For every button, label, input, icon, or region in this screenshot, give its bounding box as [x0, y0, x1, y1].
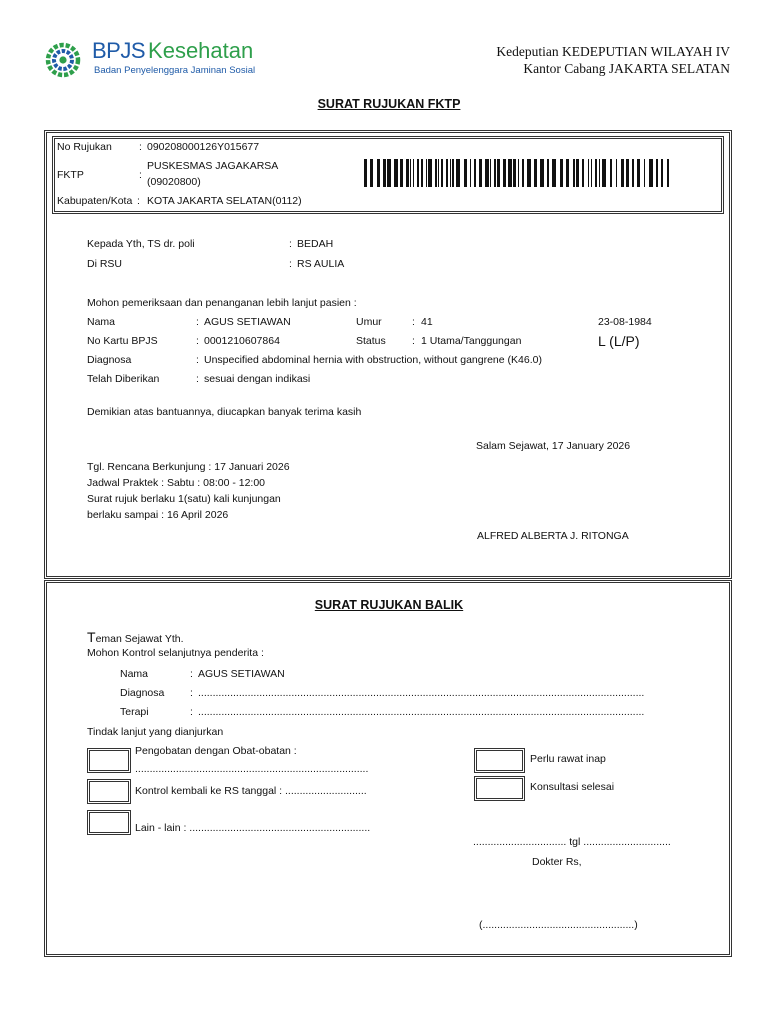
barcode-bar — [602, 159, 606, 187]
option-konsultasi-selesai-label: Konsultasi selesai — [530, 781, 615, 793]
barcode-bar — [508, 159, 512, 187]
checkbox-konsultasi-selesai[interactable] — [474, 776, 525, 801]
barcode-bar — [410, 159, 411, 187]
barcode-bar — [573, 159, 575, 187]
barcode-bar — [383, 159, 386, 187]
barcode-bar — [428, 159, 432, 187]
separator: : — [196, 354, 199, 366]
separator: : — [289, 238, 292, 250]
telah-diberikan-value: sesuai dengan indikasi — [204, 373, 311, 385]
signature-role: Dokter Rs, — [532, 856, 582, 868]
salam-date: Salam Sejawat, 17 January 2026 — [476, 440, 631, 452]
brand-tagline: Badan Penyelenggara Jaminan Sosial — [94, 65, 256, 76]
barcode-bar — [527, 159, 531, 187]
separator: : — [190, 706, 193, 718]
barcode-bar — [637, 159, 640, 187]
request-text: Mohon Kontrol selanjutnya penderita : — [87, 647, 264, 659]
separator: : — [289, 258, 292, 270]
balik-nama-value: AGUS SETIAWAN — [198, 668, 285, 680]
bpjs-logo-icon — [43, 40, 83, 80]
nama-label: Nama — [87, 316, 116, 328]
office-deputy: Kedeputian KEDEPUTIAN WILAYAH IV — [496, 44, 730, 59]
greeting — [87, 629, 184, 648]
nama-value: AGUS SETIAWAN — [204, 316, 291, 328]
barcode-bar — [503, 159, 506, 187]
barcode-bar — [377, 159, 380, 187]
rencana-kunjungan: Tgl. Rencana Berkunjung : 17 Januari 2026 — [87, 461, 290, 473]
barcode-bar — [438, 159, 439, 187]
signature-name-line[interactable]: (....................................................) — [479, 919, 638, 931]
barcode-bar — [576, 159, 579, 187]
barcode-bar — [591, 159, 592, 187]
status-value: 1 Utama/Tanggungan — [421, 335, 522, 347]
barcode-bar — [474, 159, 476, 187]
barcode-bar — [413, 159, 414, 187]
barcode-bar — [621, 159, 624, 187]
back-referral-title: SURAT RUJUKAN BALIK — [314, 598, 464, 612]
barcode-bar — [435, 159, 437, 187]
kabupaten-label: Kabupaten/Kota — [57, 195, 133, 207]
kepada-label: Kepada Yth, TS dr. poli — [87, 238, 195, 250]
brand-name — [92, 38, 253, 64]
office-branch: Kantor Cabang JAKARTA SELATAN — [523, 61, 730, 76]
barcode-bar — [560, 159, 563, 187]
barcode-bar — [588, 159, 589, 187]
di-rsu-label: Di RSU — [87, 258, 123, 270]
intro-text: Mohon pemeriksaan dan penanganan lebih lanjut pasien : — [87, 297, 357, 309]
terapi-label: Terapi — [120, 706, 149, 718]
barcode-bar — [446, 159, 448, 187]
barcode-bar — [610, 159, 612, 187]
diagnosa-fill-line[interactable]: ......................................................................................................................................................... — [198, 687, 645, 699]
barcode-bar — [595, 159, 597, 187]
barcode-bar — [599, 159, 600, 187]
barcode-bar — [417, 159, 419, 187]
kabupaten-value: KOTA JAKARTA SELATAN(0112) — [147, 195, 302, 207]
barcode-bar — [394, 159, 398, 187]
jenis-kelamin: L (L/P) — [598, 333, 640, 349]
barcode-bar — [626, 159, 629, 187]
separator: : — [139, 169, 142, 181]
barcode-bar — [452, 159, 454, 187]
checkbox-obat[interactable] — [87, 748, 131, 773]
berlaku-text: Surat rujuk berlaku 1(satu) kali kunjungan — [87, 493, 281, 505]
barcode-bar — [387, 159, 391, 187]
diagnosa-value: Unspecified abdominal hernia with obstruction, without gangrene (K46.0) — [204, 354, 542, 366]
brand-kesehatan: Kesehatan — [148, 38, 254, 63]
referral-title: SURAT RUJUKAN FKTP — [317, 97, 461, 111]
barcode-bar — [522, 159, 524, 187]
option-obat-label: Pengobatan dengan Obat-obatan : — [135, 745, 297, 757]
barcode-bar — [364, 159, 367, 187]
option-obat-fill-line[interactable]: ................................................................................ — [135, 763, 369, 775]
berlaku-sampai: berlaku sampai : 16 April 2026 — [87, 509, 229, 521]
tindak-lanjut-label: Tindak lanjut yang dianjurkan — [87, 726, 224, 738]
fktp-label: FKTP — [57, 169, 84, 181]
terapi-fill-line[interactable]: ......................................................................................................................................................... — [198, 706, 645, 718]
barcode-bar — [656, 159, 658, 187]
barcode-bar — [632, 159, 634, 187]
checkbox-rawat-inap[interactable] — [474, 748, 525, 773]
barcode-bar — [582, 159, 584, 187]
poli-value: BEDAH — [297, 238, 334, 250]
umur-value: 41 — [421, 316, 433, 328]
barcode-bar — [534, 159, 537, 187]
barcode-bar — [406, 159, 409, 187]
separator: : — [190, 668, 193, 680]
greeting-rest: eman Sejawat Yth. — [95, 633, 184, 645]
barcode-bar — [513, 159, 516, 187]
barcode-bar — [421, 159, 423, 187]
barcode-bar — [649, 159, 653, 187]
balik-nama-label: Nama — [120, 668, 149, 680]
no-rujukan-value: 090208000126Y015677 — [147, 141, 260, 153]
barcode-bar — [400, 159, 403, 187]
separator: : — [190, 687, 193, 699]
barcode-bar — [456, 159, 460, 187]
barcode-bar — [426, 159, 427, 187]
barcode-bar — [644, 159, 645, 187]
option-rawat-inap-label: Perlu rawat inap — [530, 753, 606, 765]
option-lain-label: Lain - lain : .............................................................. — [135, 822, 371, 834]
doctor-name: ALFRED ALBERTA J. RITONGA — [477, 530, 629, 542]
barcode-bar — [490, 159, 491, 187]
barcode-bar — [470, 159, 471, 187]
barcode-bar — [450, 159, 451, 187]
fktp-code: (09020800) — [147, 176, 201, 188]
tanggal-lahir: 23-08-1984 — [598, 316, 652, 328]
barcode-bar — [547, 159, 549, 187]
option-kontrol-label: Kontrol kembali ke RS tanggal : ............................ — [135, 785, 367, 797]
separator: : — [196, 373, 199, 385]
separator: : — [139, 141, 142, 153]
brand-bpjs: BPJS — [92, 38, 146, 63]
closing-text: Demikian atas bantuannya, diucapkan banyak terima kasih — [87, 406, 362, 418]
barcode-bar — [566, 159, 569, 187]
umur-label: Umur — [356, 316, 382, 328]
signature-date-line[interactable]: ................................ tgl .............................. — [473, 836, 671, 848]
telah-diberikan-label: Telah Diberikan — [87, 373, 160, 385]
no-kartu-label: No Kartu BPJS — [87, 335, 158, 347]
rsu-value: RS AULIA — [297, 258, 345, 270]
checkbox-lain[interactable] — [87, 810, 131, 835]
diagnosa-label: Diagnosa — [87, 354, 132, 366]
barcode-bar — [464, 159, 467, 187]
checkbox-kontrol[interactable] — [87, 779, 131, 804]
barcode-bar — [661, 159, 663, 187]
barcode-icon — [364, 159, 672, 187]
barcode-bar — [616, 159, 617, 187]
separator: : — [196, 335, 199, 347]
barcode-bar — [540, 159, 544, 187]
separator: : — [412, 316, 415, 328]
separator: : — [412, 335, 415, 347]
barcode-bar — [479, 159, 482, 187]
barcode-bar — [552, 159, 556, 187]
separator: : — [137, 195, 140, 207]
balik-diagnosa-label: Diagnosa — [120, 687, 165, 699]
barcode-bar — [494, 159, 496, 187]
greeting-initial: T — [87, 629, 96, 645]
separator: : — [196, 316, 199, 328]
status-label: Status — [356, 335, 386, 347]
barcode-bar — [518, 159, 519, 187]
no-kartu-value: 0001210607864 — [204, 335, 280, 347]
barcode-bar — [370, 159, 373, 187]
barcode-bar — [485, 159, 489, 187]
barcode-bar — [497, 159, 500, 187]
barcode-bar — [667, 159, 669, 187]
jadwal-praktek: Jadwal Praktek : Sabtu : 08:00 - 12:00 — [87, 477, 266, 489]
no-rujukan-label: No Rujukan — [57, 141, 112, 153]
barcode-bar — [441, 159, 443, 187]
fktp-name: PUSKESMAS JAGAKARSA — [147, 160, 279, 172]
